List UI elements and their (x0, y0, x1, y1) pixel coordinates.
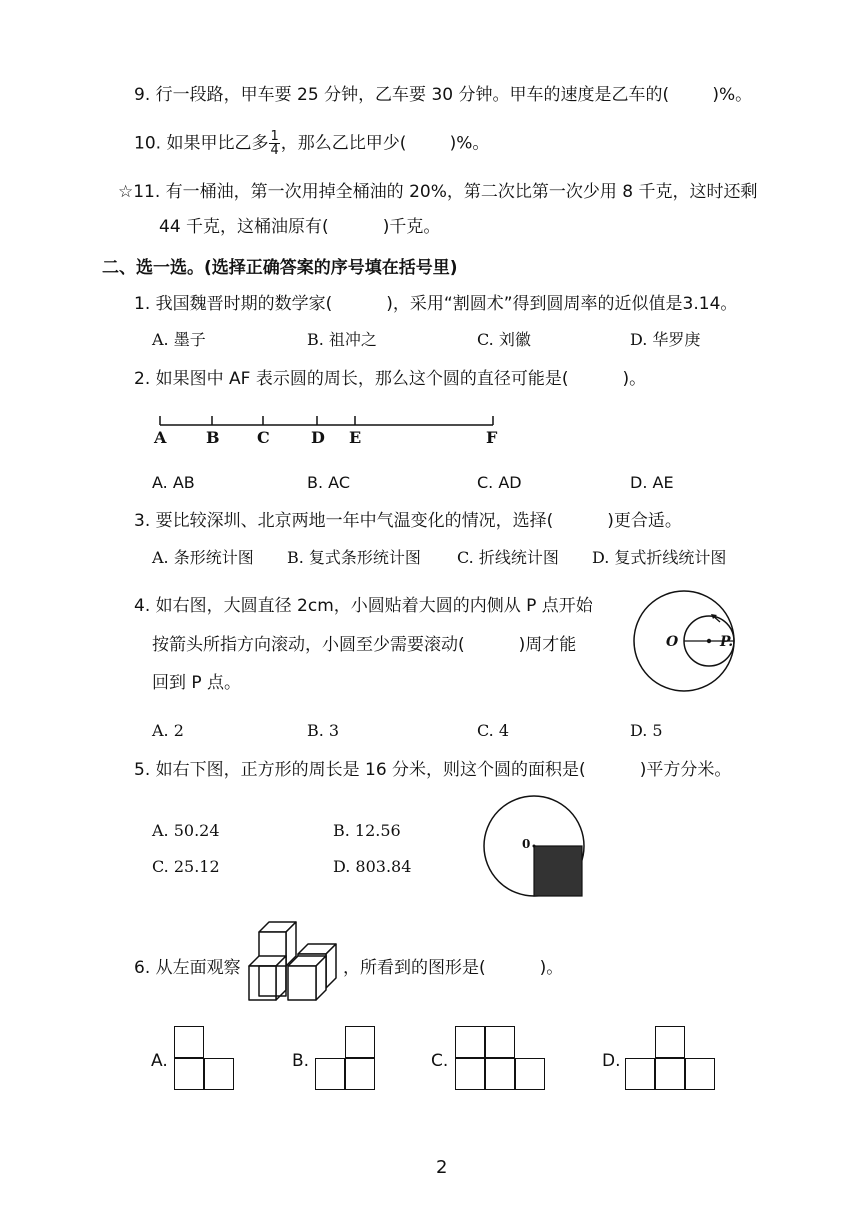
s6-option-c-label: C. (431, 1051, 449, 1071)
s2-option-c: C. AD (477, 473, 522, 492)
choice-question-1: 1. 我国魏晋时期的数学家( )，采用“割圆术”得到圆周率的近似值是3.14。 (134, 294, 738, 314)
page-number: 2 (436, 1157, 448, 1178)
choice-question-6-after: ，所看到的图形是( )。 (343, 958, 564, 978)
choice-question-4-line3: 回到 P 点。 (152, 673, 242, 693)
s2-option-b: B. AC (307, 473, 350, 492)
choice-question-4-line1: 4. 如右图，大圆直径 2cm，小圆贴着大圆的内侧从 P 点开始 (134, 596, 593, 616)
point-label-f: F (486, 428, 498, 447)
choice-question-5: 5. 如右下图，正方形的周长是 16 分米，则这个圆的面积是( )平方分米。 (134, 760, 732, 780)
choice-question-3: 3. 要比较深圳、北京两地一年中气温变化的情况，选择( )更合适。 (134, 511, 682, 531)
label-o: 0 (522, 837, 531, 851)
s4-option-d: D. 5 (630, 721, 663, 740)
s1-option-d: D. 华罗庚 (630, 330, 701, 349)
s4-option-b: B. 3 (307, 721, 340, 740)
s1-option-b: B. 祖冲之 (307, 330, 377, 349)
point-label-d: D (311, 428, 325, 447)
s3-option-d: D. 复式折线统计图 (592, 548, 727, 567)
s3-option-a: A. 条形统计图 (152, 548, 254, 567)
s6-option-c-figure (455, 1026, 547, 1090)
s6-option-b-figure (315, 1026, 377, 1090)
choice-question-4-line2: 按箭头所指方向滚动，小圆至少需要滚动( )周才能 (152, 635, 577, 655)
choice-question-2: 2. 如果图中 AF 表示圆的周长，那么这个圆的直径可能是( )。 (134, 369, 647, 389)
label-p: P. (720, 634, 734, 650)
s3-option-c: C. 折线统计图 (457, 548, 559, 567)
s6-option-d-figure (625, 1026, 717, 1090)
label-o: O (666, 634, 679, 650)
s5-option-b: B. 12.56 (333, 821, 401, 840)
s5-option-c: C. 25.12 (152, 857, 220, 876)
s2-option-d: D. AE (630, 473, 674, 492)
point-label-e: E (349, 428, 362, 447)
s6-option-a-label: A. (151, 1051, 168, 1071)
s2-option-a: A. AB (152, 473, 195, 492)
question-10: 10. 如果甲比乙多 $\frac{1}{4}$ ，那么乙比甲少( )%。 (134, 129, 490, 158)
section-heading: 二、选一选。(选择正确答案的序号填在括号里) (102, 258, 458, 278)
choice-question-6-before: 6. 从左面观察 (134, 958, 241, 978)
fraction: $\frac{1}{4}$ (270, 129, 279, 158)
question-11-line2: 44 千克，这桶油原有( )千克。 (159, 217, 441, 237)
s6-option-a-figure (174, 1026, 236, 1090)
s5-option-d: D. 803.84 (333, 857, 412, 876)
question-11-line1: ☆11. 有一桶油，第一次用掉全桶油的 20%，第二次比第一次少用 8 千克，这时还剩 (118, 182, 758, 202)
point-label-a: A (154, 428, 167, 447)
s4-option-c: C. 4 (477, 721, 510, 740)
question-9: 9. 行一段路，甲车要 25 分钟，乙车要 30 分钟。甲车的速度是乙车的( )%。 (134, 85, 753, 105)
point-label-c: C (257, 428, 270, 447)
s6-option-b-label: B. (292, 1051, 310, 1071)
s1-option-c: C. 刘徽 (477, 330, 531, 349)
s4-option-a: A. 2 (152, 721, 184, 740)
s6-option-d-label: D. (602, 1051, 621, 1071)
s1-option-a: A. 墨子 (152, 330, 206, 349)
s5-option-a: A. 50.24 (152, 821, 220, 840)
s3-option-b: B. 复式条形统计图 (287, 548, 421, 567)
point-label-b: B (206, 428, 220, 447)
